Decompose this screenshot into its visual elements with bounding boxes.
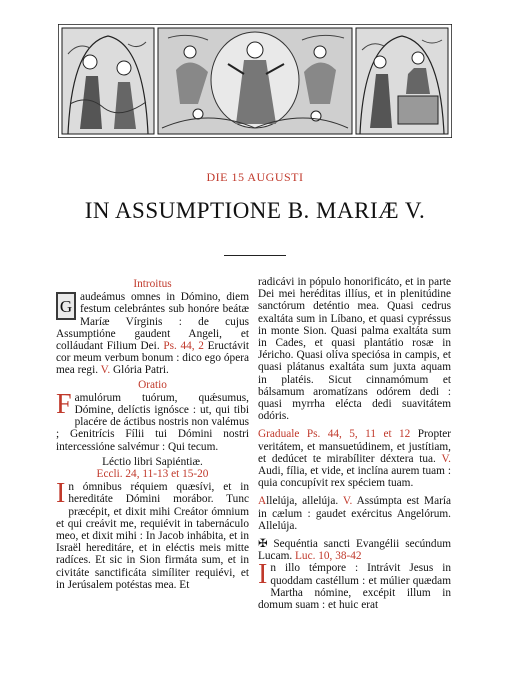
gospel-initial: I [258, 559, 268, 591]
lectio-text: n ómnibus réquiem quæsívi, et in hereditáte Dómini morábor. Tunc præcépit, et dixit mihi Creátor ómnium et qui creávit me, requiévit in tabernáculo meo, et dixit mihi : In Jacob inhábita, et in Israël hereditáre, et in eléctis meis mitte radíces. Et sic in Sion firmáta sum, et in civitáte sanctificáta simíliter requiévi, et in Jerúsalem potéstas mea. Et [56, 481, 249, 591]
feast-date: DIE 15 AUGUSTI [206, 170, 304, 184]
oratio-text: amulórum tuórum, quǽsumus, Dómine, delíctis ignósce : ut, qui tibi placére de áctibus nostris non valémus ; Genitrícis Fílii tui Dómini nostri intercessióne salvémur : Qui tecum. [56, 391, 249, 453]
ornamental-initial-g-icon [56, 292, 76, 320]
assumption-engraving [58, 24, 452, 138]
lectio-title: Léctio libri Sapiéntiæ. [102, 455, 203, 468]
introitus-paragraph [56, 291, 249, 376]
versicle-icon: V. [342, 495, 353, 508]
graduale-verse-text: Audi, fília, et vide, et inclína aurem tuam : quia concupívit rex spéciem tuam. [258, 465, 451, 490]
graduale-paragraph [258, 428, 451, 489]
gospel-announcement [258, 538, 451, 562]
introitus-text: audeámus omnes in Dómino, diem festum celebrántes sub honóre beátæ Maríæ Vírginis : de cujus Assumptióne gaudent Angeli, et colláudant Filium Dei. [56, 291, 249, 353]
lectio-initial: I [56, 478, 66, 510]
alleluia-paragraph [258, 495, 451, 532]
introitus-psalm-ref: Ps. 44, 2 [163, 340, 204, 353]
lectio-continued: radicávi in pópulo honorificáto, et in parte Dei mei heréditas illíus, et in plenitúdine sanctórum deténtio mea. Quasi cedrus exaltáta sum in Líbano, et quasi cypréssus in monte Sion. Quasi palma exaltáta sum in Cades, et quasi plantátio rosæ in Jéricho. Quasi olíva speciósa in campis, et quasi plátanus exaltáta sum juxta aquam in platéis. Sicut cinnamómum et bálsamum aromatízans odórem dedi : quasi myrrha elécta dedi suavitátem odóris. [258, 276, 451, 423]
graduale-text: Propter veritátem, et mansuetúdinem, et justítiam, et dedúcet te mirabíliter déxtera tua. [258, 428, 452, 465]
oratio-heading: Oratio [138, 378, 167, 391]
alleluia-text-2: Assúmpta est María in cælum : gaudet exércitus Angelórum. Allelúja. [258, 495, 451, 532]
page-title: IN ASSUMPTIONE B. MARIÆ V. [84, 198, 426, 223]
missal-page [46, 18, 464, 658]
gospel-paragraph [258, 559, 451, 612]
versicle-icon: V. [100, 364, 111, 377]
gospel-text: n illo témpore : Intrávit Jesus in quoddam castéllum : et múlier quædam Martha nómine, excépit illum in domum suam : et huic erat [258, 562, 451, 612]
right-column [258, 276, 451, 611]
left-column [56, 276, 249, 591]
oratio-initial: F [56, 388, 72, 420]
alleluia-text-1: llelúja, allelúja. [266, 495, 339, 508]
gospel-reference: Luc. 10, 38-42 [295, 550, 362, 563]
oratio-paragraph [56, 388, 249, 453]
graduale-reference: Ps. 44, 5, 11 et 12 [306, 428, 411, 441]
cross-icon: ✠ [258, 538, 268, 551]
left-panel-engraving [62, 28, 154, 134]
introitus-heading: Introitus [133, 278, 172, 290]
lectio-paragraph [56, 478, 249, 591]
right-panel-engraving [356, 28, 448, 134]
center-panel-engraving [158, 28, 352, 134]
lectio-reference: Eccli. 24, 11-13 et 15-20 [96, 468, 209, 481]
svg-text:G: G [59, 297, 73, 317]
graduale-label: Graduale [258, 428, 300, 441]
gospel-title: Sequéntia sancti Evangélii secúndum Lucam. [258, 538, 452, 563]
introitus-gloria: Glória Patri. [113, 364, 169, 377]
title-divider [224, 255, 286, 256]
alleluia-initial: A [258, 495, 267, 508]
versicle-icon: V. [441, 452, 451, 465]
introitus-psalm-text: Eructávit cor meum verbum bonum : dico ego ópera mea regi. [56, 340, 250, 377]
